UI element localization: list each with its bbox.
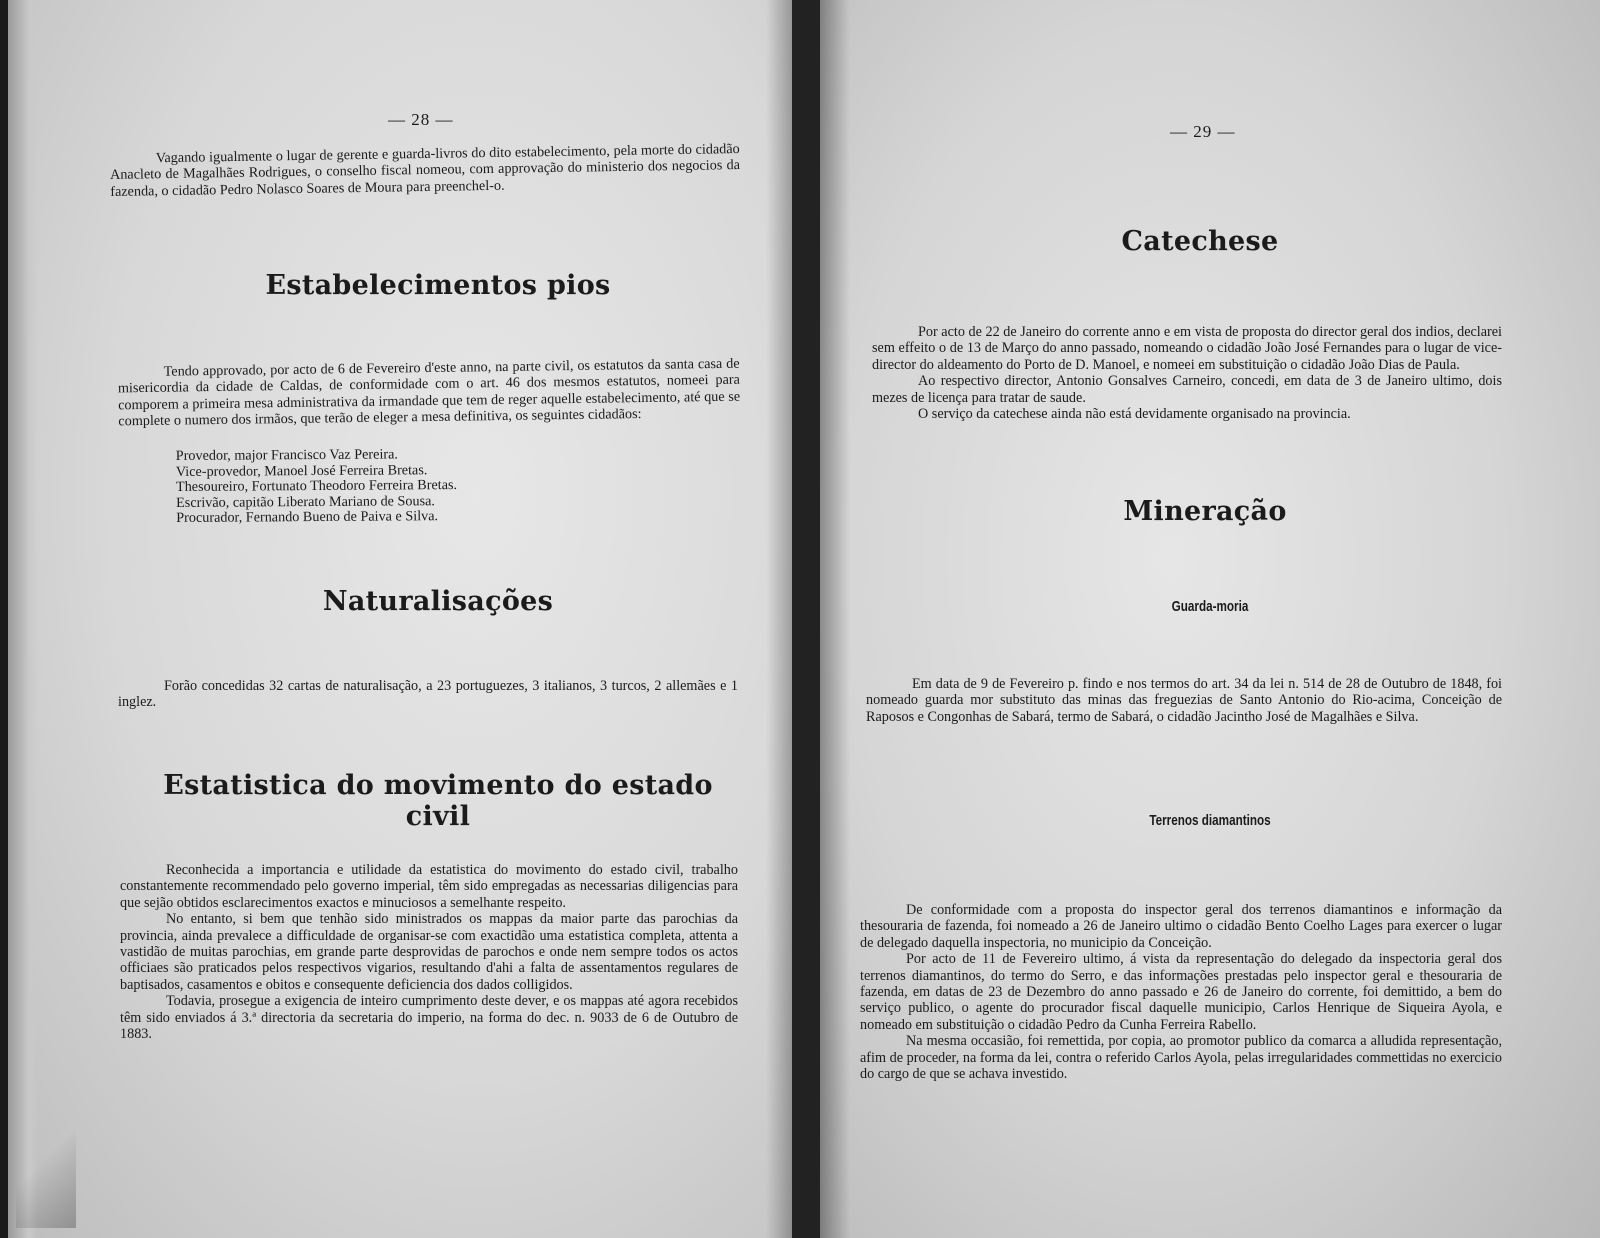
list-item: Vice-provedor, Manoel José Ferreira Bretas. — [175, 461, 428, 480]
list-item: Provedor, major Francisco Vaz Pereira. — [175, 446, 398, 464]
list-item: Escrivão, capitão Liberato Mariano de Sousa. — [176, 492, 436, 511]
paragraph: De conformidade com a proposta do inspector geral dos terrenos diamantinos e informação da thesouraria de fazenda, foi nomeado a 26 de Janeiro ultimo o cidadão Bento Coelho Lages para exercer o lugar de delegado daquella inspectoria, no municipio da Conceição. — [860, 902, 1502, 951]
book-spine — [792, 0, 820, 1238]
paragraph: Vagando igualmente o lugar de gerente e guarda-livros do dito estabelecimento, pela morte do cidadão Anacleto de Magalhães Rodrigues, o conselho fiscal nomeou, com approvação do ministerio dos negocios da fazenda, o cidadão Pedro Nolasco Soares de Moura para preenchel-o. — [109, 141, 741, 200]
catechese-paragraph-block — [872, 324, 1502, 422]
gutter-shadow — [766, 0, 792, 1238]
section-title-naturalisacoes: Naturalisações — [322, 586, 554, 617]
paragraph: Em data de 9 de Fevereiro p. findo e nos termos do art. 34 da lei n. 514 de 28 de Outubro de 1848, foi nomeado guarda mor substituto das minas das freguezias de Santo Antonio do Rio-acima, Conceição de Raposos e Congonhas de Sabará, termo de Sabará, o cidadão Jacintho José de Magalhães e Silva. — [866, 676, 1502, 725]
paragraph: No entanto, si bem que tenhão sido ministrados os mappas da maior parte das parochias da provincia, ainda prevalece a difficuldade de organisar-se com exactidão uma estatistica completa, attenta a vastidão de muitas parochias, em grande parte desprovidas de parochos e onde nem sempre todos os actos officiaes são praticados pelos respectivos vigarios, resultando d'ahi a falta de assentamentos regulares de baptisados, casamentos e obitos e consequente deficiencia dos dados colligidos. — [120, 911, 738, 993]
subsection-title-terrenos: Terrenos diamantinos — [1149, 812, 1271, 829]
paragraph: Reconhecida a importancia e utilidade da estatistica do movimento do estado civil, trabalho constantemente recommendado pelo governo imperial, têm sido empregadas as necessarias diligencias para que sejão obtidos esclarecimentos exactos e minuciosos a semelhante respeito. — [120, 862, 738, 911]
section-title-estatistica: Estatistica do movimento do estado civil — [163, 770, 713, 832]
terrenos-paragraph-block — [860, 902, 1502, 1082]
naturalisacoes-paragraph-block — [118, 678, 738, 711]
members-list — [176, 447, 458, 527]
subsection-title-guarda-moria: Guarda-moria — [1171, 598, 1249, 615]
list-item: Procurador, Fernando Bueno de Paiva e Silva. — [176, 508, 439, 527]
right-page — [820, 0, 1600, 1238]
paragraph: Tendo approvado, por acto de 6 de Fevereiro d'este anno, na parte civil, os estatutos da santa casa de misericordia da cidade de Caldas, de conformidade com o art. 46 dos mesmos estatutos, nomeei para comporem a primeira mesa administrativa da irmandade que tem de reger aquelle estabelecimento, até que se complete o numero dos irmãos, que terão de eleger a mesa definitiva, os seguintes cidadãos: — [117, 355, 741, 430]
page-corner-fold — [16, 1118, 76, 1228]
paragraph: Ao respectivo director, Antonio Gonsalves Carneiro, concedi, em data de 3 de Janeiro ultimo, dois mezes de licença para tratar de saude. — [872, 373, 1502, 406]
paragraph: O serviço da catechese ainda não está devidamente organisado na provincia. — [918, 406, 1351, 423]
paragraph: Todavia, prosegue a exigencia de inteiro cumprimento deste dever, e os mappas até agora recebidos têm sido enviados á 3.ª directoria da secretaria do imperio, na forma do dec. n. 9033 de 6 de Outubro de 1883. — [120, 993, 738, 1043]
paragraph: Por acto de 22 de Janeiro do corrente anno e em vista de proposta do director geral dos indios, declarei sem effeito o de 13 de Março do anno passado, nomeando o cidadão João José Fernandes para o lugar de vice-director do aldeamento do Porto de D. Manoel, e nomeei em substituição o cidadão João Dias de Paula. — [872, 324, 1502, 373]
page-edge-shadow — [8, 0, 38, 1238]
paragraph: Forão concedidas 32 cartas de naturalisação, a 23 portuguezes, 3 italianos, 3 turcos, 2 allemães e 1 inglez. — [118, 678, 738, 711]
page-number: — 29 — — [1170, 122, 1236, 141]
page-number: — 28 — — [388, 110, 454, 129]
section-title-pios: Estabelecimentos pios — [265, 270, 611, 301]
paragraph: Por acto de 11 de Fevereiro ultimo, á vista da representação do delegado da inspectoria geral dos terrenos diamantinos, do termo do Serro, e das informações prestadas pelo inspector geral e thesouraria de fazenda, em datas de 23 de Dezembro do anno passado e 26 de Janeiro do corrente, foi demittido, a bem do serviço publico, o agente do procurador fiscal daquelle municipio, Carlos Henrique de Siqueira Ayola, e nomeado em substituição o cidadão Pedro da Cunha Ferreira Rabello. — [860, 951, 1502, 1033]
section-title-mineracao: Mineração — [1123, 496, 1287, 527]
gutter-shadow — [820, 0, 850, 1238]
pios-paragraph-block — [118, 356, 741, 430]
section-title-catechese: Catechese — [1121, 226, 1279, 257]
list-item: Thesoureiro, Fortunato Theodoro Ferreira Bretas. — [175, 477, 458, 496]
estatistica-paragraph-block — [120, 862, 738, 1042]
left-page — [8, 0, 792, 1238]
guarda-moria-paragraph-block — [866, 676, 1502, 725]
paragraph: Na mesma occasião, foi remettida, por copia, ao promotor publico da comarca a alludida representação, afim de proceder, na forma da lei, contra o referido Carlos Ayola, pelas irregularidades commettidas no exercicio do cargo de que se achava investido. — [860, 1033, 1502, 1083]
opening-paragraph-block — [110, 141, 741, 200]
